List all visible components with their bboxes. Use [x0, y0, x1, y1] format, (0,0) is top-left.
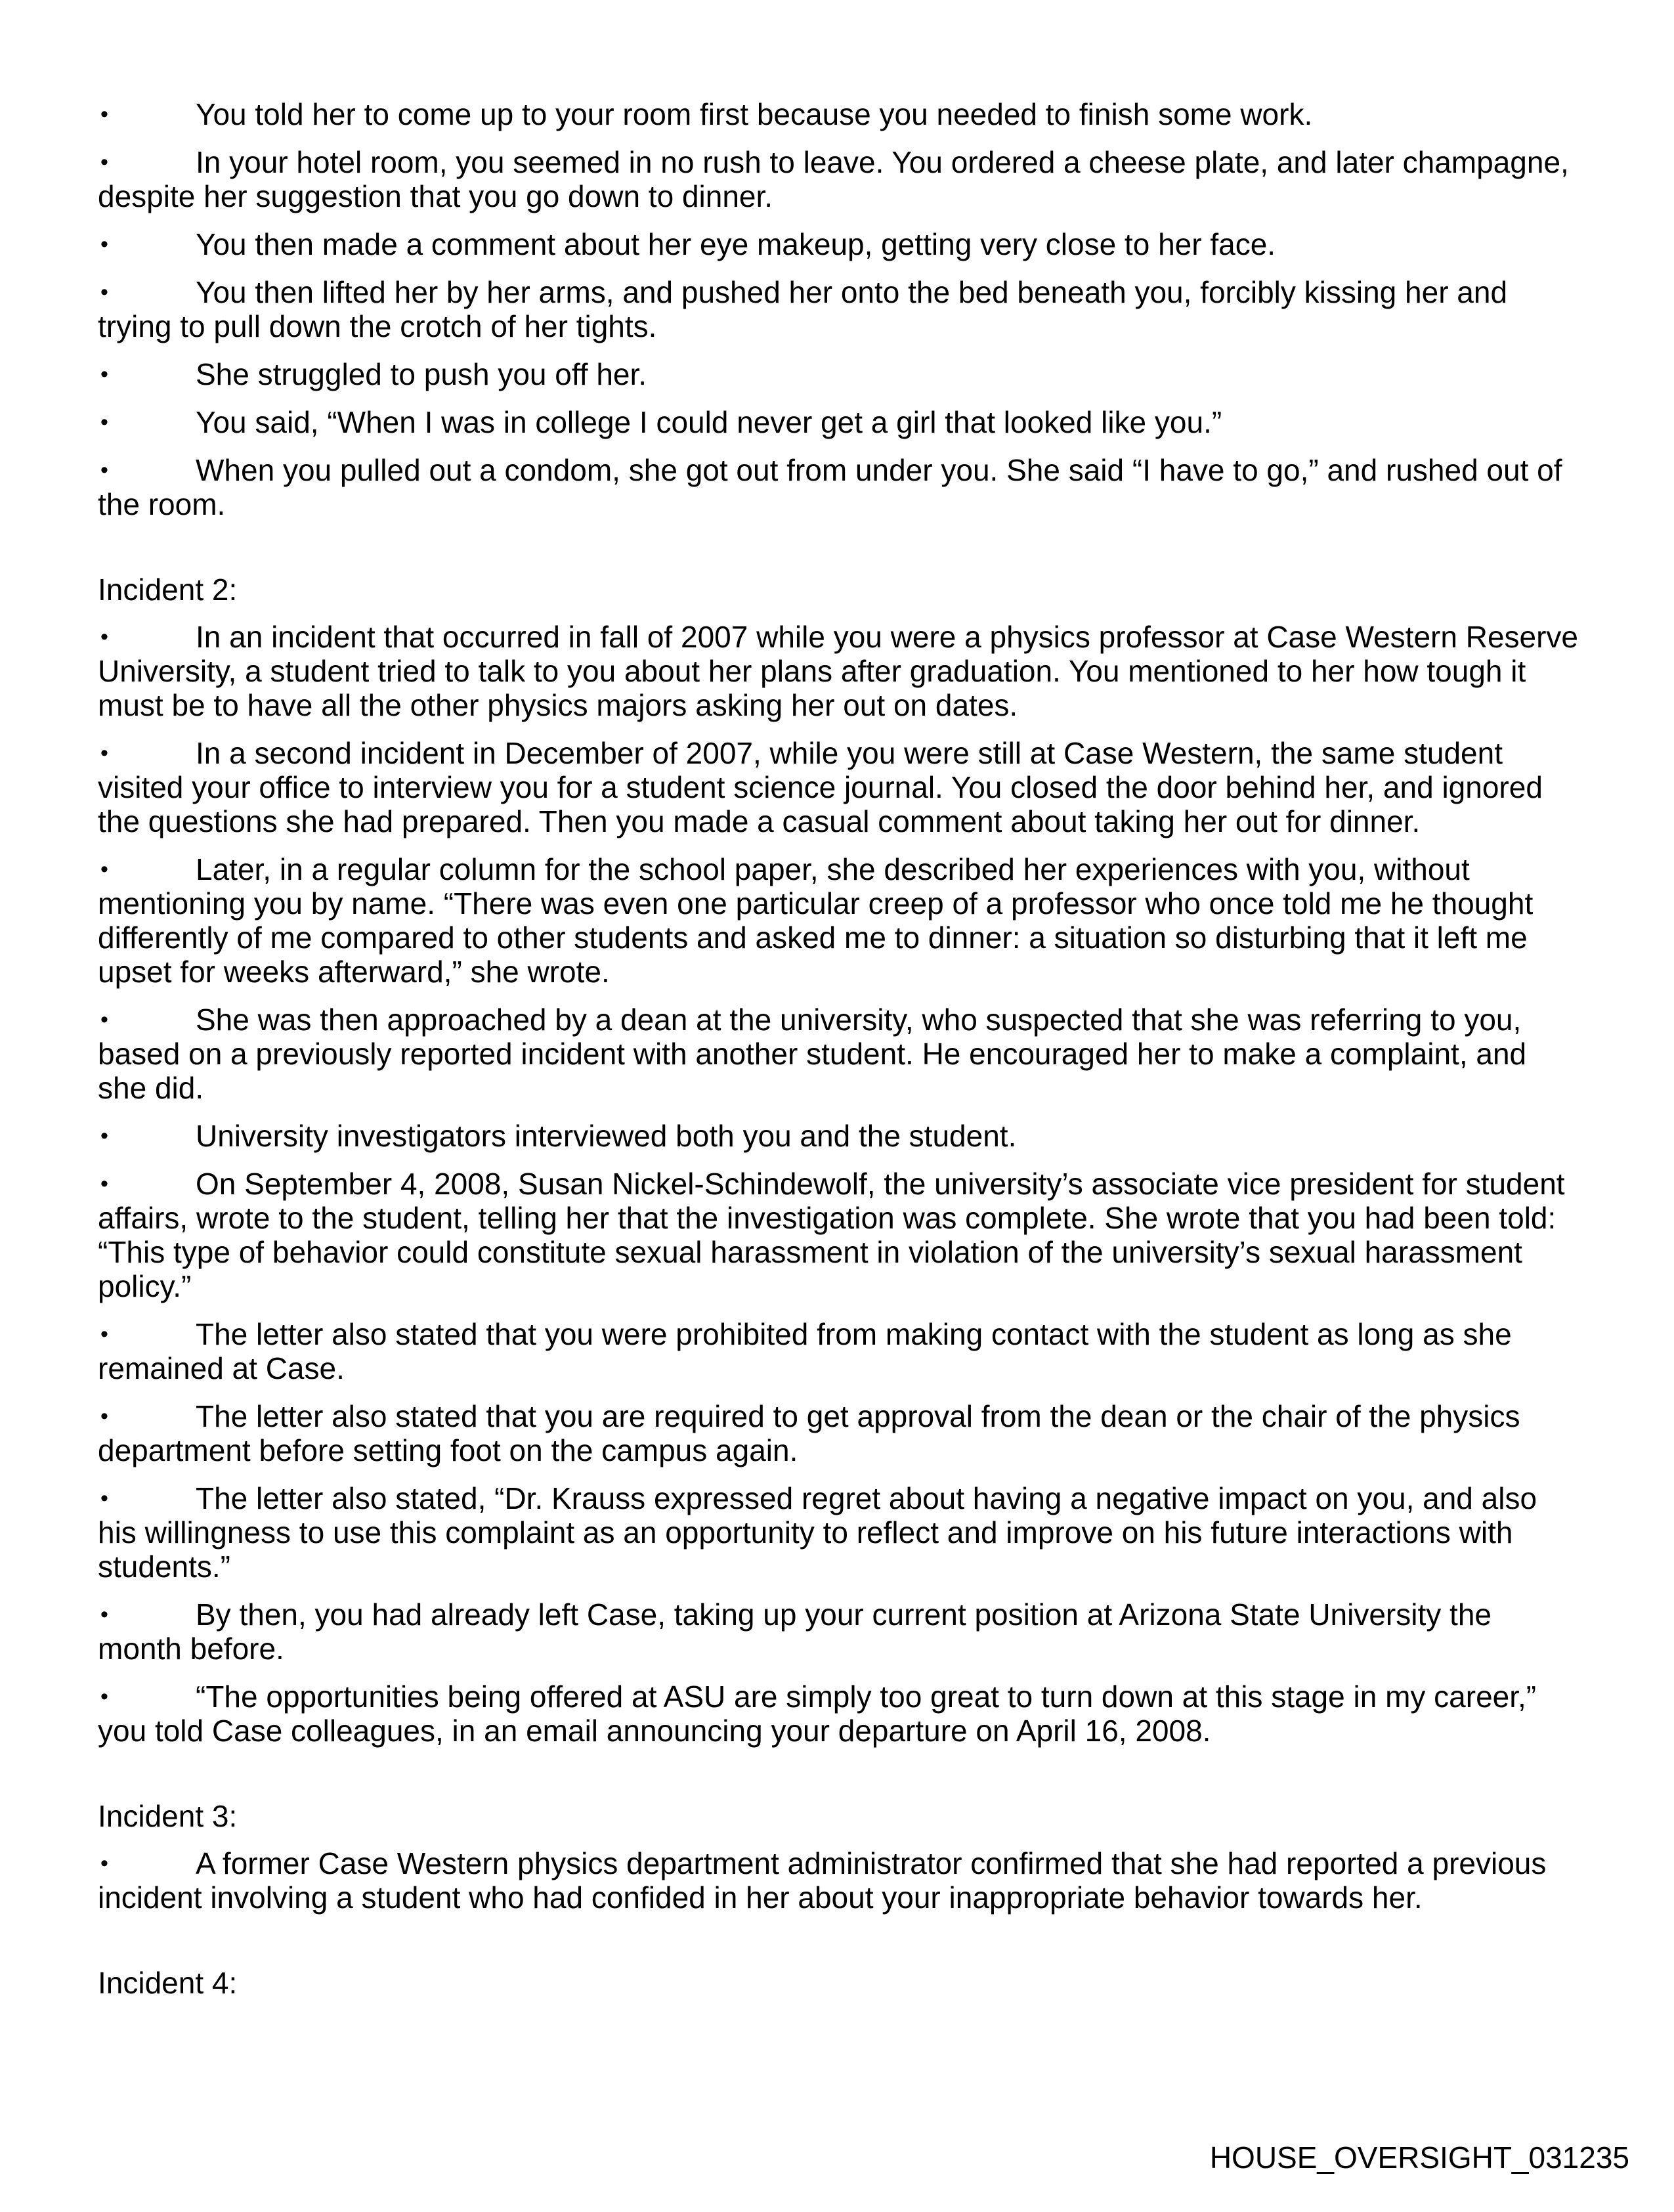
bullet-item: [98, 1597, 1608, 1666]
text-line: University investigators interviewed both you and the student.: [196, 1119, 1017, 1153]
bullet-icon: •: [100, 280, 108, 305]
bullet-icon: •: [100, 1171, 108, 1196]
bullet-icon: •: [100, 1684, 108, 1709]
bullet-item: [98, 1317, 1608, 1385]
text-line: On September 4, 2008, Susan Nickel-Schindewolf, the university’s associate vice president for student: [196, 1167, 1565, 1201]
section-heading: Incident 2:: [98, 573, 238, 607]
bullet-icon: •: [100, 1123, 108, 1148]
text-line: department before setting foot on the campus again.: [98, 1433, 798, 1467]
bullet-icon: •: [100, 232, 108, 257]
text-line: incident involving a student who had confided in her about your inappropriate behavior towards her.: [98, 1880, 1423, 1915]
text-line: “This type of behavior could constitute sexual harassment in violation of the university’s sexual harassment: [98, 1235, 1522, 1269]
bullet-item: [98, 1481, 1608, 1584]
text-line: She struggled to push you off her.: [196, 357, 647, 391]
text-line: his willingness to use this complaint as an opportunity to reflect and improve on his future interactions with: [98, 1515, 1513, 1550]
text-line: A former Case Western physics department administrator confirmed that she had reported a previous: [196, 1846, 1547, 1880]
text-line: students.”: [98, 1550, 230, 1584]
section-heading: Incident 3:: [98, 1799, 238, 1833]
text-line: “The opportunities being offered at ASU are simply too great to turn down at this stage in my career,”: [196, 1680, 1537, 1714]
bullet-icon: •: [100, 1007, 108, 1032]
bullet-icon: •: [100, 857, 108, 882]
bullet-icon: •: [100, 741, 108, 766]
text-line: The letter also stated that you are required to get approval from the dean or the chair of the physics: [196, 1399, 1520, 1433]
bullet-icon: •: [100, 102, 108, 127]
bullet-icon: •: [100, 362, 108, 387]
bullet-icon: •: [100, 1486, 108, 1511]
text-line: the questions she had prepared. Then you made a casual comment about taking her out for dinner.: [98, 804, 1421, 838]
text-line: Later, in a regular column for the school paper, she described her experiences with you, without: [196, 852, 1470, 886]
text-line: You told her to come up to your room first because you needed to finish some work.: [196, 97, 1313, 131]
bullet-icon: •: [100, 458, 108, 483]
bullet-item: [98, 145, 1608, 213]
text-line: visited your office to interview you for a student science journal. You closed the door behind her, and ignored: [98, 770, 1543, 804]
bullet-item: [98, 405, 1608, 439]
text-line: In an incident that occurred in fall of 2007 while you were a physics professor at Case Western Reserve: [196, 620, 1579, 654]
text-line: you told Case colleagues, in an email announcing your departure on April 16, 2008.: [98, 1714, 1211, 1748]
text-line: University, a student tried to talk to you about her plans after graduation. You mentioned to her how tough it: [98, 654, 1526, 688]
text-line: differently of me compared to other students and asked me to dinner: a situation so disturbing that it left me: [98, 921, 1528, 955]
document-body: [98, 97, 1608, 2000]
text-line: upset for weeks afterward,” she wrote.: [98, 955, 610, 989]
bullet-item: [98, 453, 1608, 521]
bullet-item: [98, 1003, 1608, 1105]
text-line: In a second incident in December of 2007, while you were still at Case Western, the same student: [196, 736, 1503, 770]
bullet-icon: •: [100, 1851, 108, 1876]
text-line: mentioning you by name. “There was even one particular creep of a professor who once told me he thought: [98, 886, 1534, 921]
text-line: must be to have all the other physics majors asking her out on dates.: [98, 688, 1018, 722]
text-line: You then made a comment about her eye makeup, getting very close to her face.: [196, 227, 1276, 261]
bullet-item: [98, 357, 1608, 391]
text-line: She was then approached by a dean at the university, who suspected that she was referring to you,: [196, 1003, 1522, 1037]
text-line: trying to pull down the crotch of her tights.: [98, 309, 657, 343]
text-line: The letter also stated, “Dr. Krauss expressed regret about having a negative impact on you, and also: [196, 1481, 1537, 1515]
text-line: affairs, wrote to the student, telling her that the investigation was complete. She wrote that you had been told:: [98, 1201, 1556, 1235]
text-line: policy.”: [98, 1269, 192, 1303]
bullet-icon: •: [100, 1404, 108, 1429]
bullet-item: [98, 1119, 1608, 1153]
text-line: based on a previously reported incident with another student. He encouraged her to make a complaint, and: [98, 1037, 1527, 1071]
text-line: despite her suggestion that you go down to dinner.: [98, 179, 773, 213]
bullet-icon: •: [100, 1602, 108, 1627]
bullet-icon: •: [100, 624, 108, 649]
bates-number: HOUSE_OVERSIGHT_031235: [1209, 2140, 1629, 2175]
bullet-item: [98, 1167, 1608, 1303]
bullet-item: [98, 1846, 1608, 1915]
bullet-icon: •: [100, 410, 108, 435]
bullet-item: [98, 1680, 1608, 1748]
bullet-item: [98, 97, 1608, 131]
bullet-item: [98, 227, 1608, 261]
text-line: When you pulled out a condom, she got out from under you. She said “I have to go,” and rushed out of: [196, 453, 1562, 487]
text-line: By then, you had already left Case, taking up your current position at Arizona State University the: [196, 1597, 1492, 1632]
text-line: The letter also stated that you were prohibited from making contact with the student as long as she: [196, 1317, 1512, 1351]
text-line: the room.: [98, 487, 226, 521]
bullet-item: [98, 620, 1608, 722]
bullet-item: [98, 1399, 1608, 1467]
text-line: You then lifted her by her arms, and pushed her onto the bed beneath you, forcibly kissing her and: [196, 275, 1508, 309]
text-line: month before.: [98, 1632, 284, 1666]
text-line: remained at Case.: [98, 1351, 345, 1385]
bullet-icon: •: [100, 150, 108, 175]
bullet-item: [98, 852, 1608, 989]
bullet-item: [98, 736, 1608, 838]
bullet-icon: •: [100, 1322, 108, 1347]
text-line: In your hotel room, you seemed in no rush to leave. You ordered a cheese plate, and later champagne,: [196, 145, 1569, 179]
text-line: You said, “When I was in college I could never get a girl that looked like you.”: [196, 405, 1222, 439]
section-heading: Incident 4:: [98, 1966, 238, 2000]
text-line: she did.: [98, 1071, 204, 1105]
bullet-item: [98, 275, 1608, 343]
